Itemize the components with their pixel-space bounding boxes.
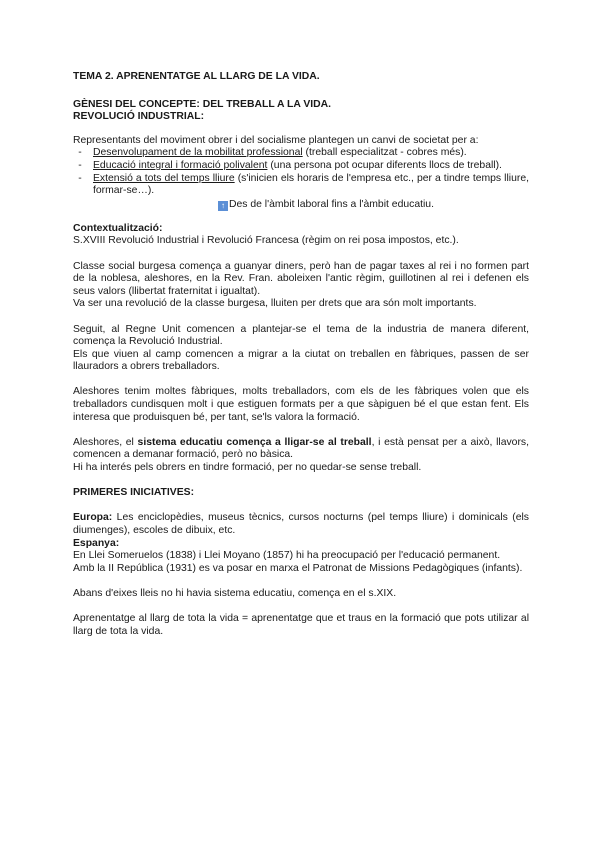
paragraph-lleis: En Llei Someruelos (1838) i Llei Moyano (1857) hi ha preocupació per l'educació permanent. <box>73 550 501 562</box>
list-item: - Desenvolupament de la mobilitat professional (treball especialitzat - cobres més). <box>78 147 467 159</box>
paragraph-sistema-educatiu: Aleshores, el sistema educatiu comença a lligar-se al treball, i està pensat per a això, llavors, comencen a demanar formació, però no bàsica. <box>73 436 529 461</box>
section-heading-genesi: GÈNESI DEL CONCEPTE: DEL TREBALL A LA VIDA. <box>73 98 332 110</box>
paragraph-republica: Amb la II República (1931) es va posar en marxa el Patronat de Missions Pedagògiques (infants). <box>73 562 523 574</box>
paragraph-revolucio: Va ser una revolució de la classe burgesa, lluiten per drets que ara són molt importants. <box>73 298 477 310</box>
paragraph-definicio: Aprenentatge al llarg de tota la vida = aprenentatge que et traus en la formació que pots utilizar al llarg de tota la vida. <box>73 613 529 637</box>
bullet-list <box>73 147 529 197</box>
paragraph-interes: Hi ha interés pels obrers en tindre formació, per no quedar-se sense treball. <box>73 462 422 474</box>
document-title: TEMA 2. APRENENTATGE AL LLARG DE LA VIDA. <box>73 71 320 82</box>
paragraph-fabriques: Aleshores tenim moltes fàbriques, molts treballadors, com els de les fàbriques volen que els treballadors cundisquen molt i que estiguen formats per a que sàpiguen bé el que estan fent. Els interesa que produisquen bé, per tant, se'ls valora la formació. <box>73 386 529 423</box>
intro-paragraph: Representants del moviment obrer i del socialisme plantegen un canvi de societat per a: <box>73 134 479 146</box>
list-item: - Extensió a tots del temps lliure (s'inicien els horaris de l'empresa etc., per a tindre temps lliure, formar-se…). <box>78 172 529 197</box>
context-heading: Contextualització: <box>73 222 163 234</box>
paragraph-burgesa: Classe social burgesa comença a guanyar diners, però han de pagar taxes al rei i no formen part de la noblesa, aleshores, en la Rev. Fran. aboleixen l'antic règim, guillotinen al rei i defenen els seus valors (llibertat fraternitat i igualtat). <box>73 260 529 297</box>
arrow-note: ↑ Des de l'àmbit laboral fins a l'àmbit educatiu. <box>73 198 529 211</box>
paragraph-regne-unit: Seguit, al Regne Unit comencen a plantejar-se el tema de la industria de manera diferent, comença la Revolució Industrial. <box>73 323 529 348</box>
list-item: - Educació integral i formació polivalent (una persona pot ocupar diferents llocs de treball). <box>78 159 502 171</box>
paragraph-abans: Abans d'eixes lleis no hi havia sistema educatiu, comença en el s.XIX. <box>73 587 397 599</box>
section-heading-revolucio: REVOLUCIÓ INDUSTRIAL: <box>73 111 205 123</box>
document-page <box>73 71 529 638</box>
primeres-iniciatives-heading: PRIMERES INICIATIVES: <box>73 487 195 499</box>
espanya-heading: Espanya: <box>73 537 120 549</box>
paragraph-migracio: Els que viuen al camp comencen a migrar a la ciutat on treballen en fàbriques, passen de ser llauradors a obrers treballadors. <box>73 348 529 373</box>
up-arrow-icon: ↑ <box>218 201 228 211</box>
paragraph-europa: Europa: Les enciclopèdies, museus tècnics, cursos nocturns (pel temps lliure) i dominicals (els diumenges), escoles de dibuix, etc. <box>73 512 529 536</box>
context-line: S.XVIII Revolució Industrial i Revolució Francesa (règim on rei posa impostos, etc.). <box>73 235 459 247</box>
